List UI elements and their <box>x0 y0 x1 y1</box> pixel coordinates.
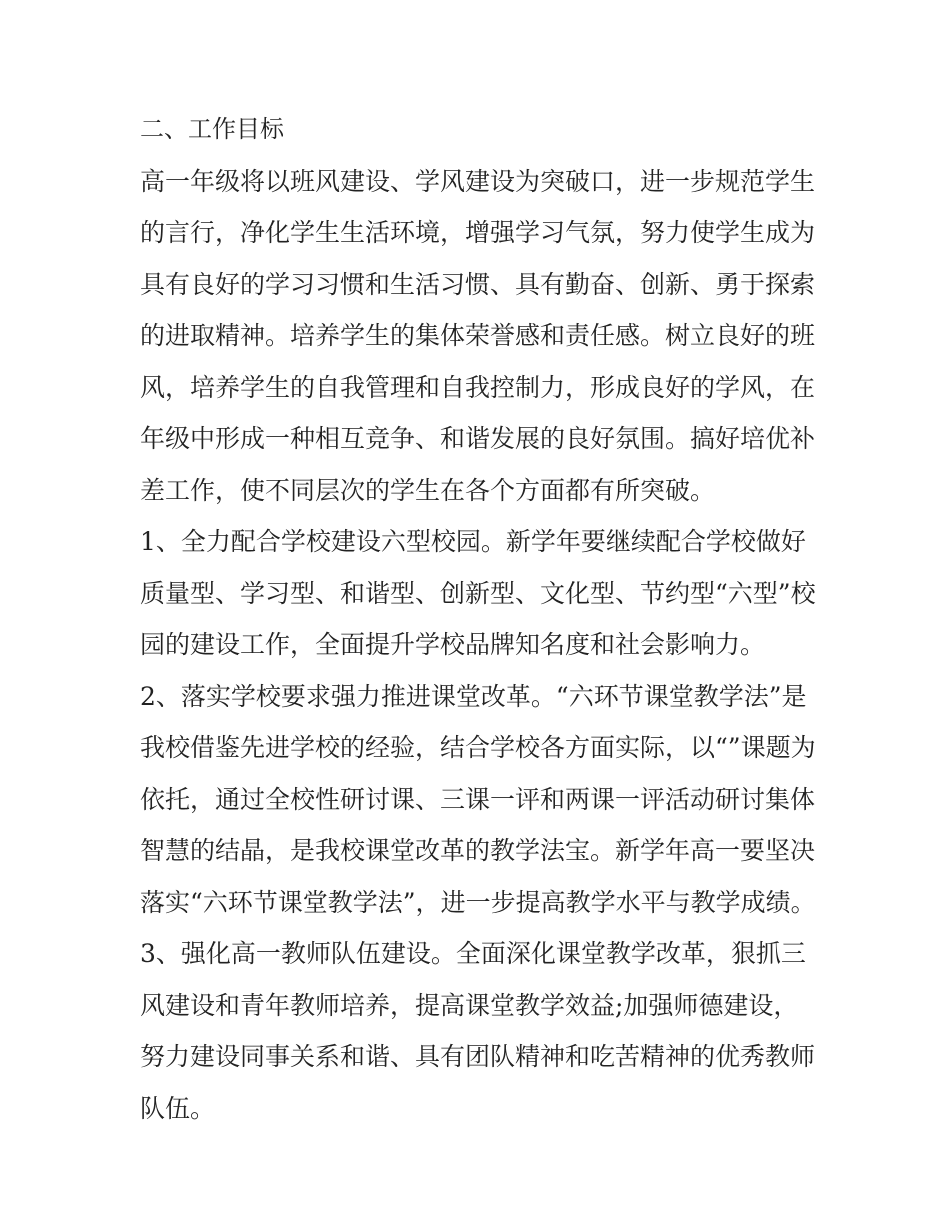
body-line: 智慧的结晶，是我校课堂改革的教学法宝。新学年高一要坚决 <box>140 836 816 865</box>
body-line: 园的建设工作，全面提升学校品牌知名度和社会影响力。 <box>140 630 766 659</box>
body-line: 努力建设同事关系和谐、具有团队精神和吃苦精神的优秀教师 <box>140 1042 816 1071</box>
body-line: 高一年级将以班风建设、学风建设为突破口，进一步规范学生 <box>140 166 816 196</box>
section-heading: 二、工作目标 <box>140 115 284 143</box>
list-item-2-line: 2、落实学校要求强力推进课堂改革。“六环节课堂教学法”是 <box>140 681 807 711</box>
body-line: 的进取精神。培养学生的集体荣誉感和责任感。树立良好的班 <box>140 321 816 350</box>
body-line: 具有良好的学习习惯和生活习惯、具有勤奋、创新、勇于探索 <box>140 269 816 299</box>
body-line: 质量型、学习型、和谐型、创新型、文化型、节约型“六型”校 <box>140 578 816 608</box>
list-item-1-line: 1、全力配合学校建设六型校园。新学年要继续配合学校做好 <box>140 527 806 556</box>
body-line: 的言行，净化学生生活环境，增强学习气氛，努力使学生成为 <box>140 218 816 247</box>
document-body <box>140 104 830 1134</box>
body-line: 我校借鉴先进学校的经验，结合学校各方面实际，以“”课题为 <box>140 733 816 762</box>
body-line: 风，培养学生的自我管理和自我控制力，形成良好的学风，在 <box>140 372 816 402</box>
list-item-3-line: 3、强化高一教师队伍建设。全面深化课堂教学改革，狠抓三 <box>140 939 806 968</box>
body-line: 年级中形成一种相互竞争、和谐发展的良好氛围。搞好培优补 <box>140 424 816 453</box>
body-line: 差工作，使不同层次的学生在各个方面都有所突破。 <box>140 475 716 505</box>
body-line: 队伍。 <box>140 1093 216 1123</box>
body-line: 风建设和青年教师培养，提高课堂教学效益;加强师德建设， <box>140 990 799 1020</box>
body-line: 落实“六环节课堂教学法”，进一步提高教学水平与教学成绩。 <box>140 887 816 917</box>
body-line: 依托，通过全校性研讨课、三课一评和两课一评活动研讨集体 <box>140 784 816 814</box>
